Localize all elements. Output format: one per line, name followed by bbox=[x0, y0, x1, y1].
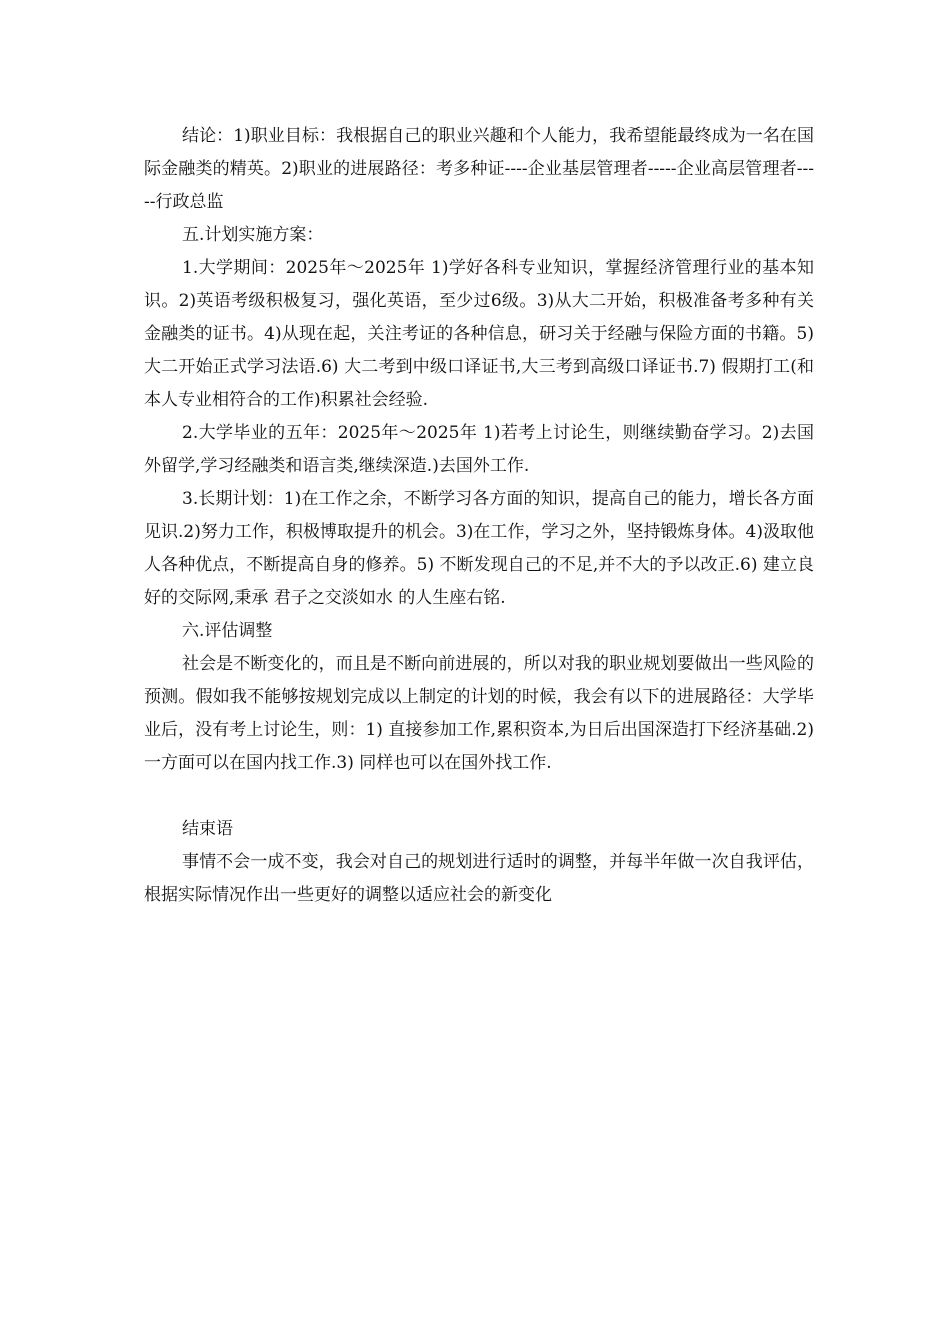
plan-long-term-paragraph: 3.长期计划：1)在工作之余，不断学习各方面的知识，提高自己的能力，增长各方面见识.2)努力工作，积极博取提升的机会。3)在工作，学习之外，坚持锻炼身体。4)汲取他人各种优点，不断提高自身的修养。5) 不断发现自己的不足,并不大的予以改正.6) 建立良好的交际网,秉承 君子之交淡如水 的人生座右铭. bbox=[144, 489, 814, 608]
closing-paragraph: 事情不会一成不变，我会对自己的规划进行适时的调整，并每半年做一次自我评估，根据实际情况作出一些更好的调整以适应社会的新变化 bbox=[144, 852, 814, 905]
evaluation-paragraph: 社会是不断变化的，而且是不断向前进展的，所以对我的职业规划要做出一些风险的预测。假如我不能够按规划完成以上制定的计划的时候，我会有以下的进展路径：大学毕业后，没有考上讨论生，则：1) 直接参加工作,累积资本,为日后出国深造打下经济基础.2) 一方面可以在国内找工作.3) 同样也可以在国外找工作. bbox=[144, 654, 814, 773]
closing-heading: 结束语 bbox=[182, 819, 233, 839]
plan-university-paragraph: 1.大学期间：2025年～2025年 1)学好各科专业知识，掌握经济管理行业的基本知识。2)英语考级积极复习，强化英语，至少过6级。3)从大二开始，积极准备考多种有关金融类的证书。4)从现在起，关注考证的各种信息，研习关于经融与保险方面的书籍。5) 大二开始正式学习法语.6) 大二考到中级口译证书,大三考到高级口译证书.7) 假期打工(和本人专业相符合的工作)积累社会经验. bbox=[144, 258, 814, 410]
document-page bbox=[144, 120, 814, 912]
section-6-heading: 六.评估调整 bbox=[182, 621, 273, 641]
conclusion-paragraph: 结论：1)职业目标：我根据自己的职业兴趣和个人能力，我希望能最终成为一名在国际金融类的精英。2)职业的进展路径：考多种证----企业基层管理者-----企业高层管理者-----行政总监 bbox=[144, 126, 814, 212]
plan-post-graduation-paragraph: 2.大学毕业的五年：2025年～2025年 1)若考上讨论生，则继续勤奋学习。2)去国外留学,学习经融类和语言类,继续深造.)去国外工作. bbox=[144, 423, 814, 476]
section-5-heading: 五.计划实施方案： bbox=[182, 225, 324, 245]
blank-line bbox=[144, 780, 814, 813]
